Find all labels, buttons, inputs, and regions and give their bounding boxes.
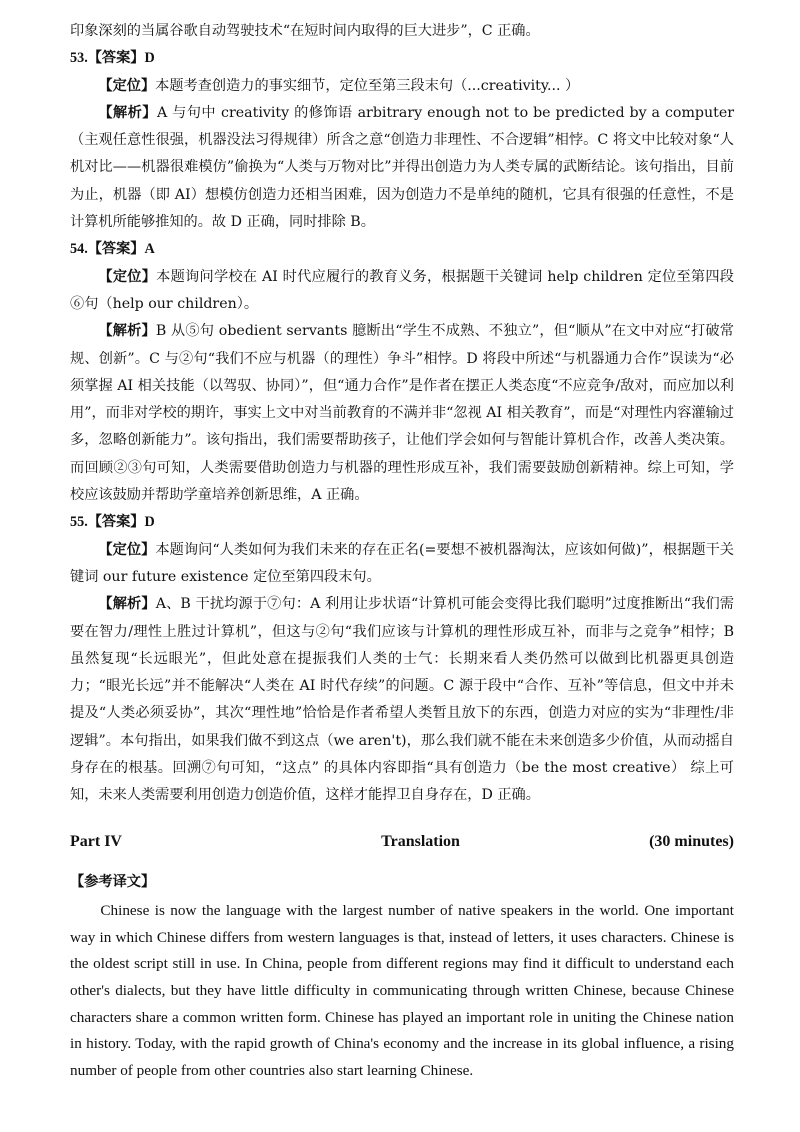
intro-line: 印象深刻的当属谷歌自动驾驶技术“在短时间内取得的巨大进步”，C 正确。 — [70, 23, 540, 39]
q54-answer-heading: 54.【答案】A — [70, 241, 155, 258]
q55-answer-heading: 55.【答案】D — [70, 514, 155, 531]
q54-analysis-tag: 【解析】 — [98, 323, 156, 340]
q55-locate-tag: 【定位】 — [98, 541, 156, 558]
part-number: Part IV — [70, 832, 122, 850]
part-header — [70, 828, 734, 855]
part-title: Translation — [381, 832, 460, 850]
q54-locate-tag: 【定位】 — [98, 268, 157, 285]
reference-title: 【参考译文】 — [70, 873, 156, 890]
q53-analysis-tag: 【解析】 — [98, 104, 157, 121]
q53-locate-paragraph — [70, 73, 734, 100]
q55-analysis-tag: 【解析】 — [98, 596, 156, 613]
q54-analysis-text: B 从⑤句 obedient servants 臆断出“学生不成熟、不独立”，但“顺从”在文中对应“打破常规、创新”。C 与②句“我们不应与机器（的理性）争斗”相悖。D 将段中所述“与机器通力合作”误读为“必须掌握 AI 相关技能（以驾驭、协同）”，但“通力合作”是作者在摆正人类态度“不应竞争/敌对，而应加以利用”，而非对学校的期许，事实上文中对当前教育的不满并非“忽视 AI 相关教育”，而是“对理性内容灌输过多，忽略创新能力”。该句指出，我们需要帮助孩子，让他们学会如何与智能计算机合作，改善人类决策。而回顾②③句可知，人类需要借助创造力与机器的理性形成互补，我们需要鼓励创新精神。综上可知，学校应该鼓励并帮助学童培养创新思维，A 正确。 — [70, 323, 734, 504]
q53-locate-tag: 【定位】 — [98, 77, 156, 94]
q55-locate-text: 本题询问“人类如何为我们未来的存在正名(=要想不被机器淘汰，应该如何做)”，根据题干关键词 our future existence 定位至第四段末句。 — [70, 541, 734, 585]
q55-locate-paragraph — [70, 537, 734, 592]
q54-locate-paragraph — [70, 264, 734, 319]
q54-analysis-paragraph — [70, 318, 734, 509]
q55-analysis-paragraph — [70, 591, 734, 809]
q53-analysis-text: A 与句中 creativity 的修饰语 arbitrary enough not to be predicted by a computer（主观任意性很强，机器没法习得规律）所含之意“创造力非理性、不合逻辑”相悖。C 将文中比较对象“人机对比——机器很难模仿”偷换为“人类与万物对比”并得出创造力为人类专属的武断结论。该句指出，目前为止，机器（即 AI）想模仿创造力还相当困难，因为创造力不是单纯的随机，它具有很强的任意性，不是计算机所能够推知的。故 D 正确，同时排除 B。 — [70, 104, 734, 231]
reference-translation: Chinese is now the language with the largest number of native speakers in the world. One important way in which Chinese differs from western languages is that, instead of letters, it uses characters. Chinese is the oldest script still in use. In China, people from different regions may find it difficult to understand each other's dialects, but they have little difficulty in communicating through written Chinese, because Chinese characters share a common written form. Chinese has played an important role in uniting the Chinese nation in history. Today, with the rapid growth of China's economy and the increase in its global influence, a rising number of people from other countries also start learning Chinese. — [70, 902, 734, 1079]
q53-analysis-paragraph — [70, 100, 734, 236]
q53-answer-heading: 53.【答案】D — [70, 50, 155, 67]
q54-locate-text: 本题询问学校在 AI 时代应履行的教育义务，根据题干关键词 help children 定位至第四段⑥句（help our children）。 — [70, 268, 734, 312]
part-time: (30 minutes) — [649, 832, 734, 850]
q55-analysis-text: A、B 干扰均源于⑦句：A 利用让步状语“计算机可能会变得比我们聪明”过度推断出“我们需要在智力/理性上胜过计算机”，但这与②句“我们应该与计算机的理性形成互补，而非与之竞争”相悖；B 虽然复现“长远眼光”，但此处意在提振我们人类的士气：长期来看人类仍然可以做到比机器更具创造力；“眼光长远”并不能解决“人类在 AI 时代存续”的问题。C 源于段中“合作、互补”等信息，但文中并未提及“人类必须妥协”，其次“理性地”恰恰是作者希望人类暂且放下的东西，创造力对应的实为“非理性/非逻辑”。本句指出，如果我们做不到这点（we aren't)，那么我们就不能在未来创造多少价值，从而动摇自身存在的根基。回溯⑦句可知，“这点” 的具体内容即指“具有创造力（be the most creative） 综上可知，未来人类需要利用创造力创造价值，这样才能捍卫自身存在，D 正确。 — [70, 596, 734, 804]
q53-locate-text: 本题考查创造力的事实细节，定位至第三段末句（...creativity... ） — [155, 77, 580, 94]
